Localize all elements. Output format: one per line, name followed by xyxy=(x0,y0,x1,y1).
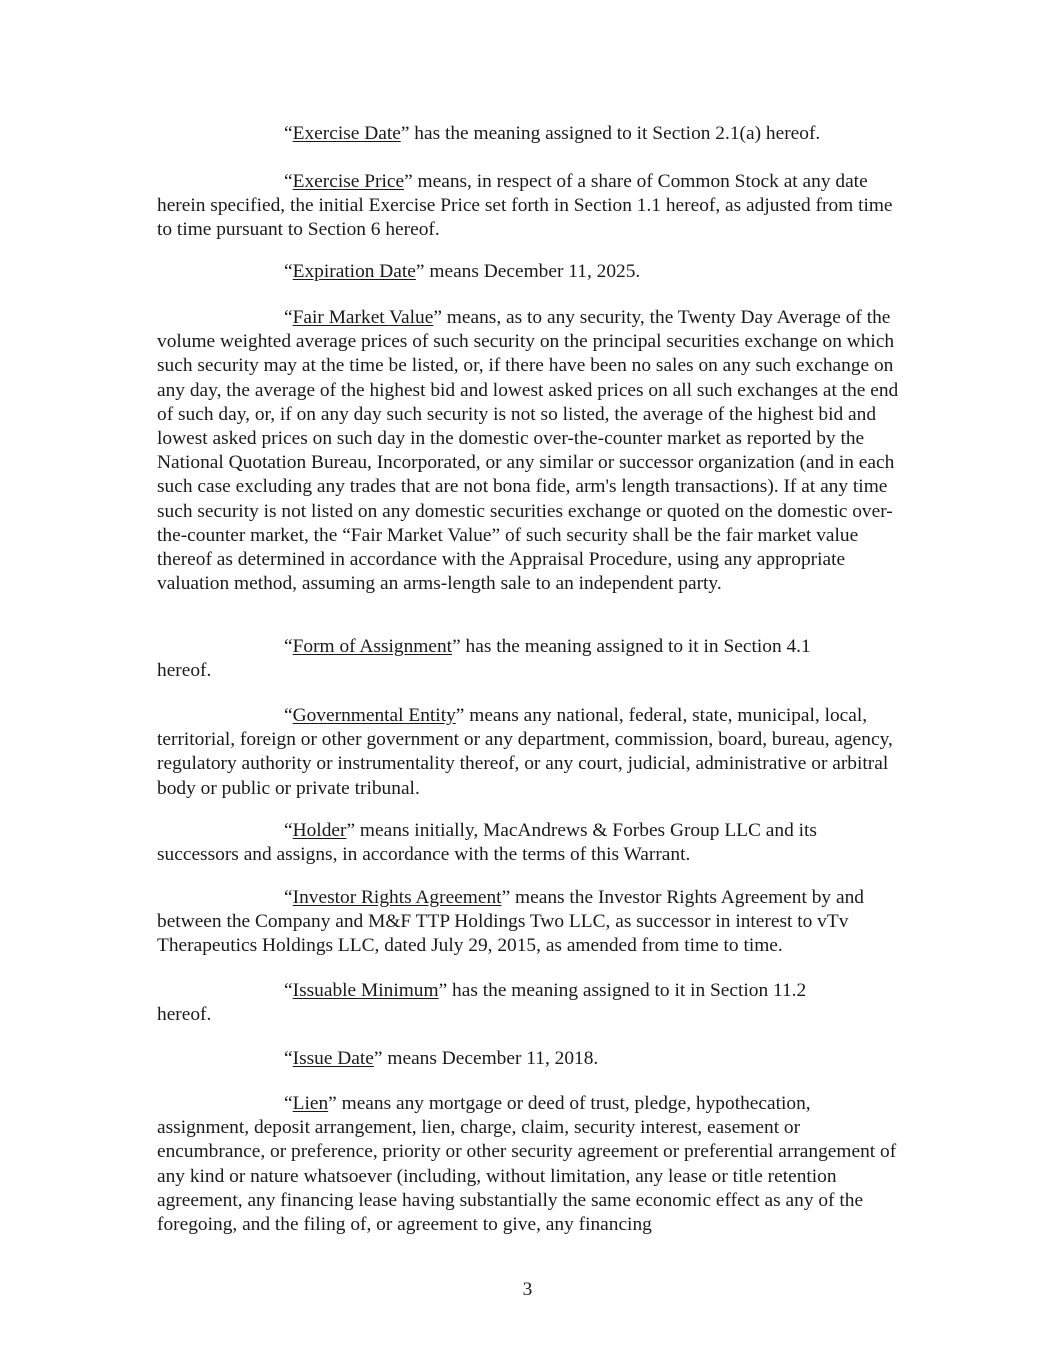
definition-expiration-date: “Expiration Date” means December 11, 2025. xyxy=(284,261,641,282)
defined-term: Lien xyxy=(292,1093,329,1114)
definition-text: means December 11, 2018. xyxy=(382,1048,599,1069)
defined-term: Fair Market Value xyxy=(292,307,434,328)
defined-term: Form of Assignment xyxy=(292,636,453,657)
defined-term: Issuable Minimum xyxy=(292,980,439,1001)
defined-term: Exercise Date xyxy=(292,123,401,144)
definition-text: has the meaning assigned to it Section 2.1(a) hereof. xyxy=(409,123,821,144)
definition-governmental-entity: “Governmental Entity” means any national, federal, state, municipal, local, territorial, foreign or other government or any department, commission, board, bureau, agency, regulatory authority or instrumentality thereof, or any court, judicial, administrative or arbitral body or public or private tribunal. xyxy=(157,705,893,799)
definition-text: means any national, federal, state, municipal, local, territorial, foreign or other government or any department, commission, board, bureau, agency, regulatory authority or instrumentality thereof, or any court, judicial, administrative or arbitral body or public or private tribunal. xyxy=(157,705,893,799)
definition-holder: “Holder” means initially, MacAndrews & Forbes Group LLC and its successors and assigns, in accordance with the terms of this Warrant. xyxy=(157,820,817,866)
definition-text: means initially, MacAndrews & Forbes Group LLC and its successors and assigns, in accordance with the terms of this Warrant. xyxy=(157,820,817,866)
defined-term: Holder xyxy=(292,820,347,841)
definition-form-of-assignment: “Form of Assignment” has the meaning assigned to it in Section 4.1 xyxy=(284,636,811,657)
definition-text: means, in respect of a share of Common Stock at any date herein specified, the initial Exercise Price set forth in Section 1.1 hereof, as adjusted from time to time pursuant to Section 6 hereof. xyxy=(157,171,893,241)
defined-term: Investor Rights Agreement xyxy=(292,887,502,908)
defined-term: Governmental Entity xyxy=(292,705,456,726)
definition-exercise-date: “Exercise Date” has the meaning assigned to it Section 2.1(a) hereof. xyxy=(284,123,821,144)
definition-lien: “Lien” means any mortgage or deed of trust, pledge, hypothecation, assignment, deposit arrangement, lien, charge, claim, security interest, easement or encumbrance, or preference, priority or other security agreement or preferential arrangement of any kind or nature whatsoever (including, without limitation, any lease or title retention agreement, any financing lease having substantially the same economic effect as any of the foregoing, and the filing of, or agreement to give, any financing xyxy=(157,1093,897,1236)
defined-term: Exercise Price xyxy=(292,171,405,192)
definition-text: means December 11, 2025. xyxy=(424,261,641,282)
definition-text: has the meaning assigned to it in Section 4.1 xyxy=(460,636,811,657)
definition-investor-rights-agreement: “Investor Rights Agreement” means the Investor Rights Agreement by and between the Company and M&F TTP Holdings Two LLC, as successor in interest to vTv Therapeutics Holdings LLC, dated July 29, 2015, as amended from time to time. xyxy=(157,887,864,957)
definition-fair-market-value: “Fair Market Value” means, as to any security, the Twenty Day Average of the volume weighted average prices of such security on the principal securities exchange on which such security may at the time be listed, or, if there have been no sales on any such exchange on any day, the average of the highest bid and lowest asked prices on all such exchanges at the end of such day, or, if on any day such security is not so listed, the average of the highest bid and lowest asked prices on such day in the domestic over-the-counter market as reported by the National Quotation Bureau, Incorporated, or any similar or successor organization (and in each such case excluding any trades that are not bona fide, arm's length transactions). If at any time such security is not listed on any domestic securities exchange or quoted on the domestic over-the-counter market, the “Fair Market Value” of such security shall be the fair market value thereof as determined in accordance with the Appraisal Procedure, using any appropriate valuation method, assuming an arms-length sale to an independent party. xyxy=(157,307,899,595)
definition-issue-date: “Issue Date” means December 11, 2018. xyxy=(284,1048,599,1069)
definition-text: means, as to any security, the Twenty Day Average of the volume weighted average prices of such security on the principal securities exchange on which such security may at the time be listed, or, if there have been no sales on any such exchange on any day, the average of the highest bid and lowest asked prices on all such exchanges at the end of such day, or, if on any day such security is not so listed, the average of the highest bid and lowest asked prices on such day in the domestic over-the-counter market as reported by the National Quotation Bureau, Incorporated, or any similar or successor organization (and in each such case excluding any trades that are not bona fide, arm's length transactions). If at any time such security is not listed on any domestic securities exchange or quoted on the domestic over-the-counter market, the “Fair Market Value” of such security shall be the fair market value thereof as determined in accordance with the Appraisal Procedure, using any appropriate valuation method, assuming an arms-length sale to an independent party. xyxy=(157,307,899,595)
definition-issuable-minimum: “Issuable Minimum” has the meaning assigned to it in Section 11.2 xyxy=(284,980,807,1001)
defined-term: Issue Date xyxy=(292,1048,374,1069)
definition-issuable-minimum-tail: hereof. xyxy=(157,1004,212,1025)
definition-exercise-price: “Exercise Price” means, in respect of a share of Common Stock at any date herein specified, the initial Exercise Price set forth in Section 1.1 hereof, as adjusted from time to time pursuant to Section 6 hereof. xyxy=(157,171,893,241)
definition-text: means any mortgage or deed of trust, pledge, hypothecation, assignment, deposit arrangement, lien, charge, claim, security interest, easement or encumbrance, or preference, priority or other security agreement or preferential arrangement of any kind or nature whatsoever (including, without limitation, any lease or title retention agreement, any financing lease having substantially the same economic effect as any of the foregoing, and the filing of, or agreement to give, any financing xyxy=(157,1093,897,1236)
definition-text: has the meaning assigned to it in Section 11.2 xyxy=(447,980,807,1001)
page-number: 3 xyxy=(522,1279,533,1300)
definition-form-of-assignment-tail: hereof. xyxy=(157,660,212,681)
defined-term: Expiration Date xyxy=(292,261,416,282)
definition-text: means the Investor Rights Agreement by and between the Company and M&F TTP Holdings Two LLC, as successor in interest to vTv Therapeutics Holdings LLC, dated July 29, 2015, as amended from time to time. xyxy=(157,887,864,957)
